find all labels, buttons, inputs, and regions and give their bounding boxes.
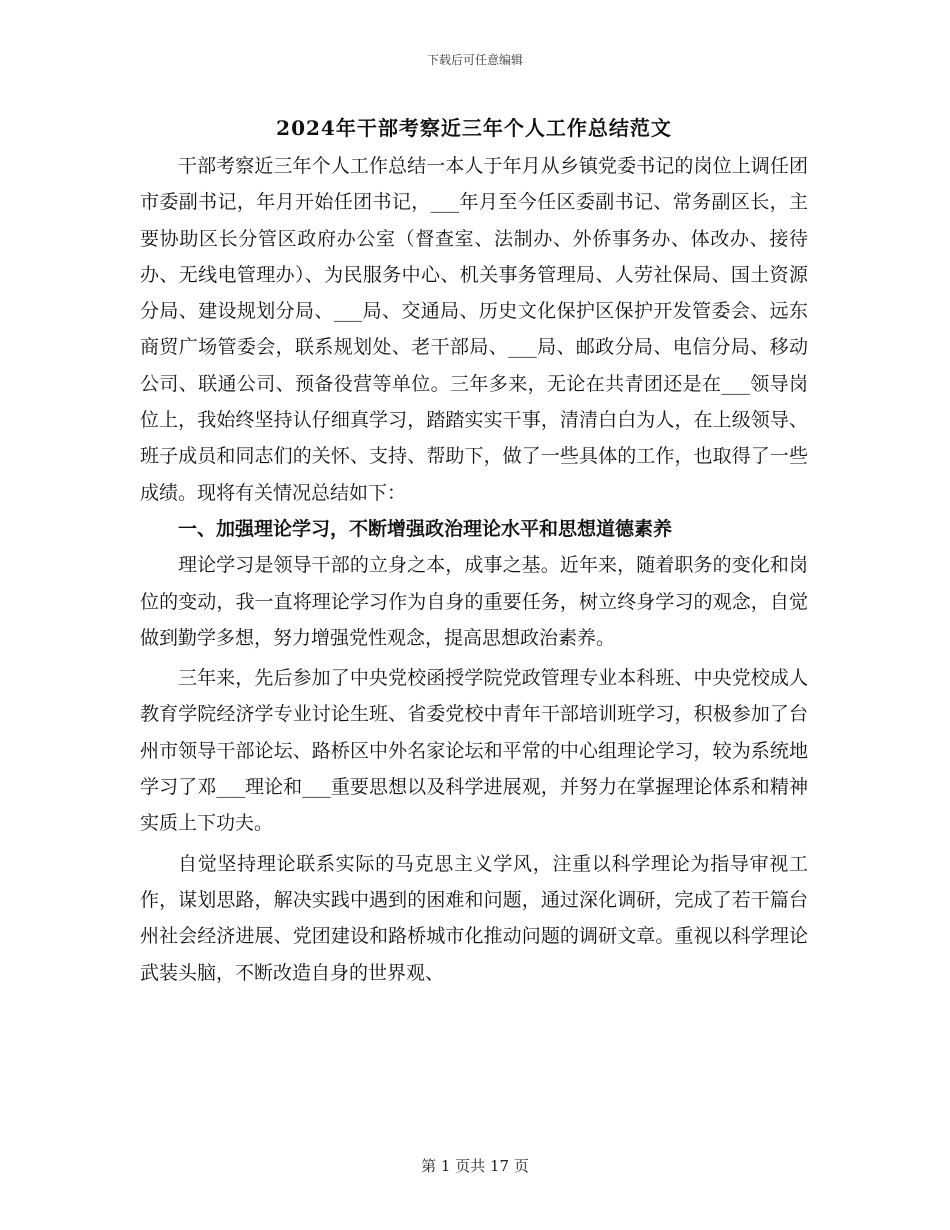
intro-paragraph: 干部考察近三年个人工作总结一本人于年月从乡镇党委书记的岗位上调任团市委副书记，年月开始任团书记，___年月至今任区委副书记、常务副区长，主要协助区长分管区政府办公室（督查室、法制办、外侨事务办、体改办、接待办、无线电管理办）、为民服务中心、机关事务管理局、人劳社保局、国土资源分局、建设规划分局、___局、交通局、历史文化保护区保护开发管委会、远东商贸广场管委会，联系规划处、老干部局、___局、邮政分局、电信分局、移动公司、联通公司、预备役营等单位。三年多来，无论在共青团还是在___领导岗位上，我始终坚持认仔细真学习，踏踏实实干事，清清白白为人，在上级领导、班子成员和同志们的关怀、支持、帮助下，做了一些具体的工作，也取得了一些成绩。现将有关情况总结如下： xyxy=(140,155,808,504)
section-1-paragraph-3: 自觉坚持理论联系实际的马克思主义学风，注重以科学理论为指导审视工作，谋划思路，解决实践中遇到的困难和问题，通过深化调研，完成了若干篇台州社会经济进展、党团建设和路桥城市化推动问题的调研文章。重视以科学理论武装头脑，不断改造自身的世界观、 xyxy=(140,852,808,984)
document-body xyxy=(140,108,808,991)
section-1-paragraph-2: 三年来，先后参加了中央党校函授学院党政管理专业本科班、中央党校成人教育学院经济学专业讨论生班、省委党校中青年干部培训班学习，积极参加了台州市领导干部论坛、路桥区中外名家论坛和平常的中心组理论学习，较为系统地学习了邓___理论和___重要思想以及科学进展观，并努力在掌握理论体系和精神实质上下功夫。 xyxy=(140,667,808,835)
page-number: 第 1 页共 17 页 xyxy=(421,1157,529,1175)
section-1-heading: 一、加强理论学习，不断增强政治理论水平和思想道德素养 xyxy=(178,517,673,540)
document-title: 2024年干部考察近三年个人工作总结范文 xyxy=(276,116,672,140)
page-header-note: 下载后可任意编辑 xyxy=(426,53,523,67)
section-1-paragraph-1: 理论学习是领导干部的立身之本，成事之基。近年来，随着职务的变化和岗位的变动，我一直将理论学习作为自身的重要任务，树立终身学习的观念，自觉做到勤学多想，努力增强党性观念，提高思想政治素养。 xyxy=(140,554,808,649)
